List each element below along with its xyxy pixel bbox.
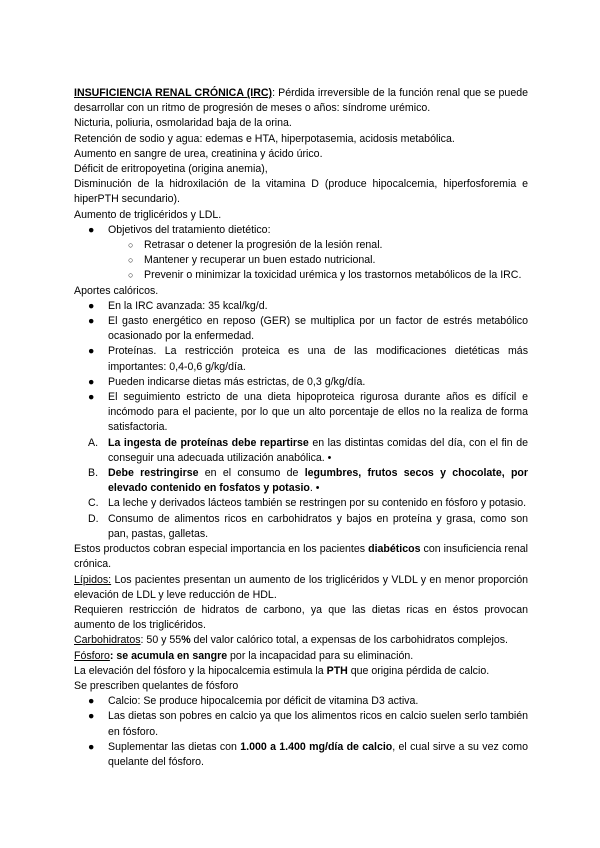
list-marker: D.	[88, 512, 99, 525]
list-item: ● Pueden indicarse dietas más estrictas, de 0,3 g/kg/día.	[74, 375, 528, 390]
list-item: ○ Mantener y recuperar un buen estado nutricional.	[74, 253, 528, 268]
list-item: D. Consumo de alimentos ricos en carbohidratos y bajos en proteína y grasa, como son pan, pastas, galletas.	[88, 512, 528, 540]
symptom-line: Nicturia, poliuria, osmolaridad baja de la orina.	[74, 117, 292, 130]
list-item: B. Debe restringirse en el consumo de legumbres, frutos secos y chocolate, por elevado contenido en fosfatos y potasio. •	[88, 467, 529, 495]
list-item: ● El seguimiento estricto de una dieta hipoproteica rigurosa durante años es difícil e incómodo para el paciente, por lo que un alto porcentaje de ellos no la realiza de forma satisfactoria.	[88, 391, 528, 434]
list-item: C. La leche y derivados lácteos también se restringen por su contenido en fósforo y potasio.	[74, 496, 528, 511]
list-item: ● Las dietas son pobres en calcio ya que los alimentos ricos en calcio suelen serlo también en fósforo.	[88, 710, 528, 738]
bullet-icon: ●	[88, 375, 95, 388]
circle-bullet-icon: ○	[128, 240, 134, 251]
list-item: ● El gasto energético en reposo (GER) se multiplica por un factor de estrés metabólico ocasionado por la enfermedad.	[88, 315, 528, 343]
section-title: INSUFICIENCIA RENAL CRÓNICA (IRC)	[74, 87, 273, 99]
list-marker: B.	[88, 467, 99, 480]
aportes-list	[74, 299, 528, 436]
circle-bullet-icon: ○	[128, 270, 134, 281]
carb-restriction-paragraph: Requieren restricción de hidratos de carbono, ya que las dietas ricas en éstos provocan aumento de los triglicéridos.	[74, 603, 528, 632]
phosphorus-paragraph: Fósforo: se acumula en sangre por la incapacidad para su eliminación.	[74, 649, 414, 662]
intro-paragraph	[74, 86, 528, 116]
list-item: ● En la IRC avanzada: 35 kcal/kg/d.	[74, 299, 528, 314]
list-item: ● Proteínas. La restricción proteica es una de las modificaciones dietéticas más importantes: 0,4-0,6 g/kg/día.	[88, 345, 528, 373]
symptom-line: Aumento de triglicéridos y LDL.	[74, 208, 222, 221]
bullet-icon: ●	[88, 345, 95, 358]
pth-paragraph: La elevación del fósforo y la hipocalcemia estimula la PTH que origina pérdida de calcio.	[74, 664, 490, 677]
list-item: ○ Prevenir o minimizar la toxicidad urémica y los trastornos metabólicos de la IRC.	[74, 268, 528, 283]
symptom-line: Retención de sodio y agua: edemas e HTA, hiperpotasemia, acidosis metabólica.	[74, 132, 455, 145]
phosphorus-label: Fósforo	[74, 649, 110, 662]
bullet-icon: ●	[88, 223, 95, 236]
diabetic-paragraph: Estos productos cobran especial importancia en los pacientes diabéticos con insuficiencia renal crónica.	[74, 543, 528, 571]
circle-bullet-icon: ○	[128, 255, 134, 266]
carbs-label: Carbohidratos	[74, 634, 141, 647]
aportes-heading: Aportes calóricos.	[74, 284, 159, 297]
document-body	[74, 86, 528, 770]
quelantes-heading: Se prescriben quelantes de fósforo	[74, 679, 239, 692]
list-item: ● Suplementar las dietas con 1.000 a 1.400 mg/día de calcio, el cual sirve a su vez como quelante del fósforo.	[88, 740, 528, 768]
lipids-label: Lípidos:	[74, 573, 112, 586]
bullet-icon: ●	[88, 710, 95, 723]
objectives-sublist	[74, 238, 528, 284]
quelantes-list	[74, 694, 528, 770]
list-item: ○ Retrasar o detener la progresión de la lesión renal.	[74, 238, 528, 253]
carbs-paragraph: Carbohidratos: 50 y 55% del valor calórico total, a expensas de los carbohidratos complejos.	[74, 634, 509, 647]
symptom-line: Aumento en sangre de urea, creatinina y ácido úrico.	[74, 147, 323, 160]
bullet-icon: ●	[88, 391, 95, 404]
bullet-icon: ●	[88, 315, 95, 328]
lipids-paragraph: Lípidos: Los pacientes presentan un aumento de los triglicéridos y VLDL y en menor proporción elevación de LDL y leve reducción de HDL.	[74, 573, 528, 601]
bullet-icon: ●	[88, 299, 95, 312]
list-item: ● Calcio: Se produce hipocalcemia por déficit de vitamina D3 activa.	[74, 694, 528, 709]
list-item: A. La ingesta de proteínas debe repartirse en las distintas comidas del día, con el fin de conseguir una adecuada utilización anabólica. •	[88, 436, 528, 464]
objectives-list	[74, 223, 528, 238]
bullet-icon: ●	[88, 740, 95, 753]
list-item: ● Objetivos del tratamiento dietético:	[74, 223, 528, 238]
symptom-line: Disminución de la hidroxilación de la vitamina D (produce hipocalcemia, hiperfosforemia e hiperPTH secundario).	[74, 178, 528, 206]
list-marker: A.	[88, 436, 99, 449]
bullet-icon: ●	[88, 695, 95, 708]
list-marker: C.	[88, 497, 99, 510]
lettered-list	[74, 436, 528, 542]
symptom-line: Déficit de eritropoyetina (origina anemia),	[74, 163, 268, 176]
intro-text: : Pérdida irreversible de la función renal que se puede desarrollar con un ritmo de progresión de meses o años: síndrome urémico.	[74, 87, 528, 115]
